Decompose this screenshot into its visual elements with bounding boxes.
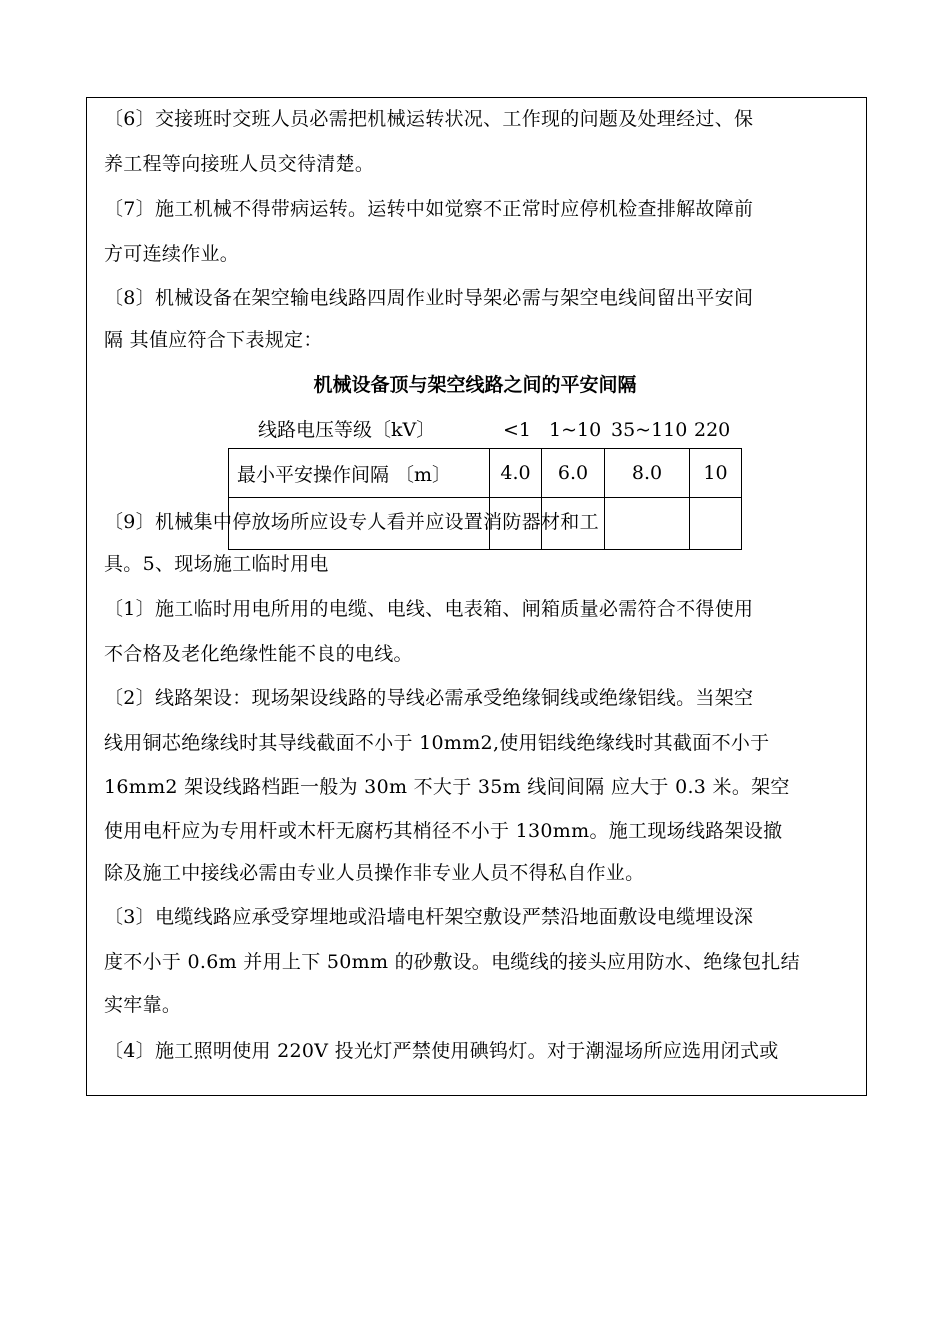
table-header-value: 220 <box>694 419 731 441</box>
table-header-label: 线路电压等级〔kV〕 <box>258 419 436 441</box>
table-cell-empty <box>605 498 690 550</box>
paragraph-line: 度不小于 0.6m 并用上下 50mm 的砂敷设。电缆线的接头应用防水、绝缘包扎结 <box>104 951 800 973</box>
paragraph-line: 隔 其值应符合下表规定： <box>104 329 323 351</box>
paragraph-line: 使用电杆应为专用杆或木杆无腐朽其梢径不小于 130mm。施工现场线路架设撤 <box>104 820 783 842</box>
table-title: 机械设备顶与架空线路之间的平安间隔 <box>313 374 637 396</box>
table-header-value: 35~110 <box>611 419 688 441</box>
table-header-value: 1~10 <box>549 419 602 441</box>
paragraph-line: 16mm2 架设线路档距一般为 30m 不大于 35m 线间间隔 应大于 0.3 米。架空 <box>104 776 790 798</box>
table-cell: 10 <box>690 449 742 498</box>
paragraph-line: 除及施工中接线必需由专业人员操作非专业人员不得私自作业。 <box>104 862 645 884</box>
paragraph-line: 〔7〕施工机械不得带病运转。运转中如觉察不正常时应停机检查排解故障前 <box>104 198 754 220</box>
paragraph-line: 〔8〕机械设备在架空输电线路四周作业时导架必需与架空电线间留出平安间 <box>104 287 754 309</box>
table-cell: 6.0 <box>542 449 605 498</box>
table-cell-empty <box>690 498 742 550</box>
table-row-label: 最小平安操作间隔 〔m〕 <box>229 449 490 498</box>
table-cell: 4.0 <box>490 449 542 498</box>
paragraph-line: 实牢靠。 <box>104 994 182 1016</box>
paragraph-line: 〔1〕施工临时用电所用的电缆、电线、电表箱、闸箱质量必需符合不得使用 <box>104 598 754 620</box>
table-row <box>229 449 742 498</box>
paragraph-line: 具。5、现场施工临时用电 <box>104 553 329 575</box>
table-header-value: <1 <box>503 419 532 441</box>
spacing-table <box>228 448 742 550</box>
paragraph-line: 〔4〕施工照明使用 220V 投光灯严禁使用碘钨灯。对于潮湿场所应选用闭式或 <box>104 1040 779 1062</box>
table-cell: 8.0 <box>605 449 690 498</box>
paragraph-line: 〔3〕电缆线路应承受穿埋地或沿墙电杆架空敷设严禁沿地面敷设电缆埋设深 <box>104 906 754 928</box>
paragraph-line: 〔2〕线路架设：现场架设线路的导线必需承受绝缘铜线或绝缘铝线。当架空 <box>104 687 754 709</box>
paragraph-line: 养工程等向接班人员交待清楚。 <box>104 153 375 175</box>
paragraph-line: 方可连续作业。 <box>104 243 240 265</box>
paragraph-line: 线用铜芯绝缘线时其导线截面不小于 10mm2,使用铝线绝缘线时其截面不小于 <box>104 732 770 754</box>
paragraph-line: 〔9〕机械集中停放场所应设专人看并应设置消防器材和工 <box>104 511 599 533</box>
paragraph-line: 〔6〕交接班时交班人员必需把机械运转状况、工作现的问题及处理经过、保 <box>104 108 754 130</box>
paragraph-line: 不合格及老化绝缘性能不良的电线。 <box>104 643 413 665</box>
